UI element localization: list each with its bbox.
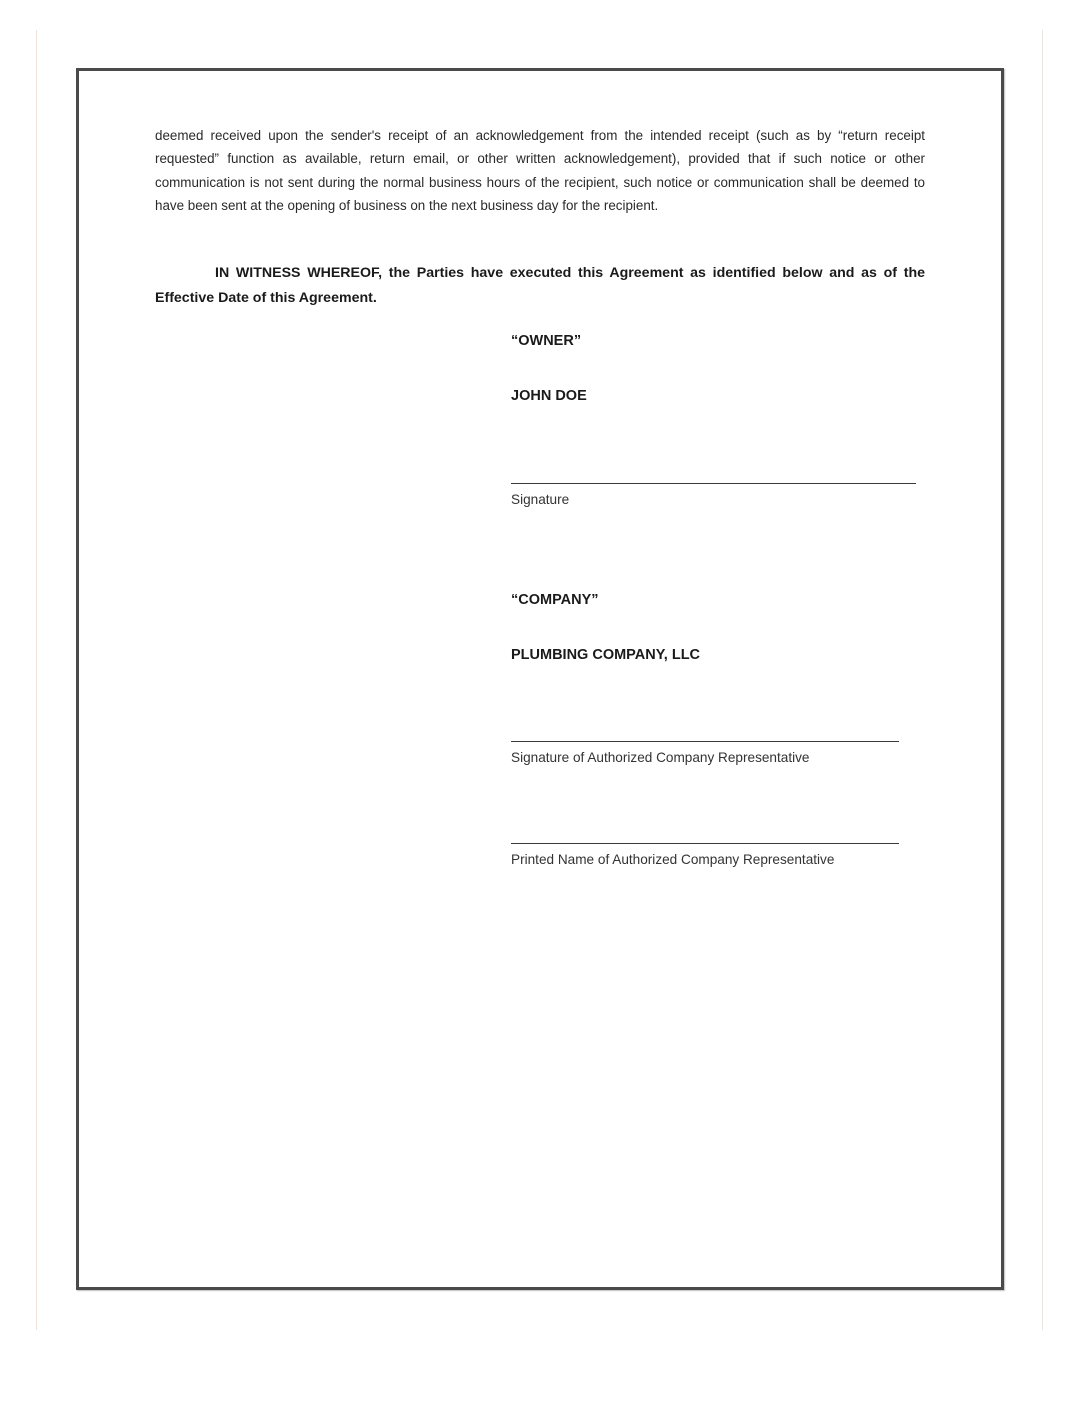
owner-signature-block bbox=[511, 329, 931, 519]
page-edge-left bbox=[36, 30, 37, 1330]
page-edge-right bbox=[1042, 30, 1043, 1330]
document-page bbox=[76, 68, 1004, 1290]
owner-name: JOHN DOE bbox=[511, 388, 587, 404]
owner-signature-caption: Signature bbox=[511, 492, 570, 507]
notice-paragraph: deemed received upon the sender's receipt of an acknowledgement from the intended receipt (such as by “return receipt requested” function as available, return email, or other written acknowledgement), provided that if such notice or other communication is not sent during the normal business hours of the recipient, such notice or communication shall be deemed to have been sent at the opening of business on the next business day for the recipient. bbox=[155, 128, 925, 213]
company-printed-name-caption: Printed Name of Authorized Company Representative bbox=[511, 852, 835, 867]
owner-label: “OWNER” bbox=[511, 333, 582, 349]
company-label: “COMPANY” bbox=[511, 592, 599, 608]
owner-signature-line[interactable] bbox=[511, 483, 916, 484]
company-signature-caption: Signature of Authorized Company Representative bbox=[511, 750, 810, 765]
company-signature-line[interactable] bbox=[511, 741, 899, 742]
company-signature-block bbox=[511, 588, 931, 878]
company-printed-name-line[interactable] bbox=[511, 843, 899, 844]
witness-clause: IN WITNESS WHEREOF, the Parties have executed this Agreement as identified below and as of the Effective Date of this Agreement. bbox=[155, 265, 925, 306]
company-name: PLUMBING COMPANY, LLC bbox=[511, 647, 701, 663]
